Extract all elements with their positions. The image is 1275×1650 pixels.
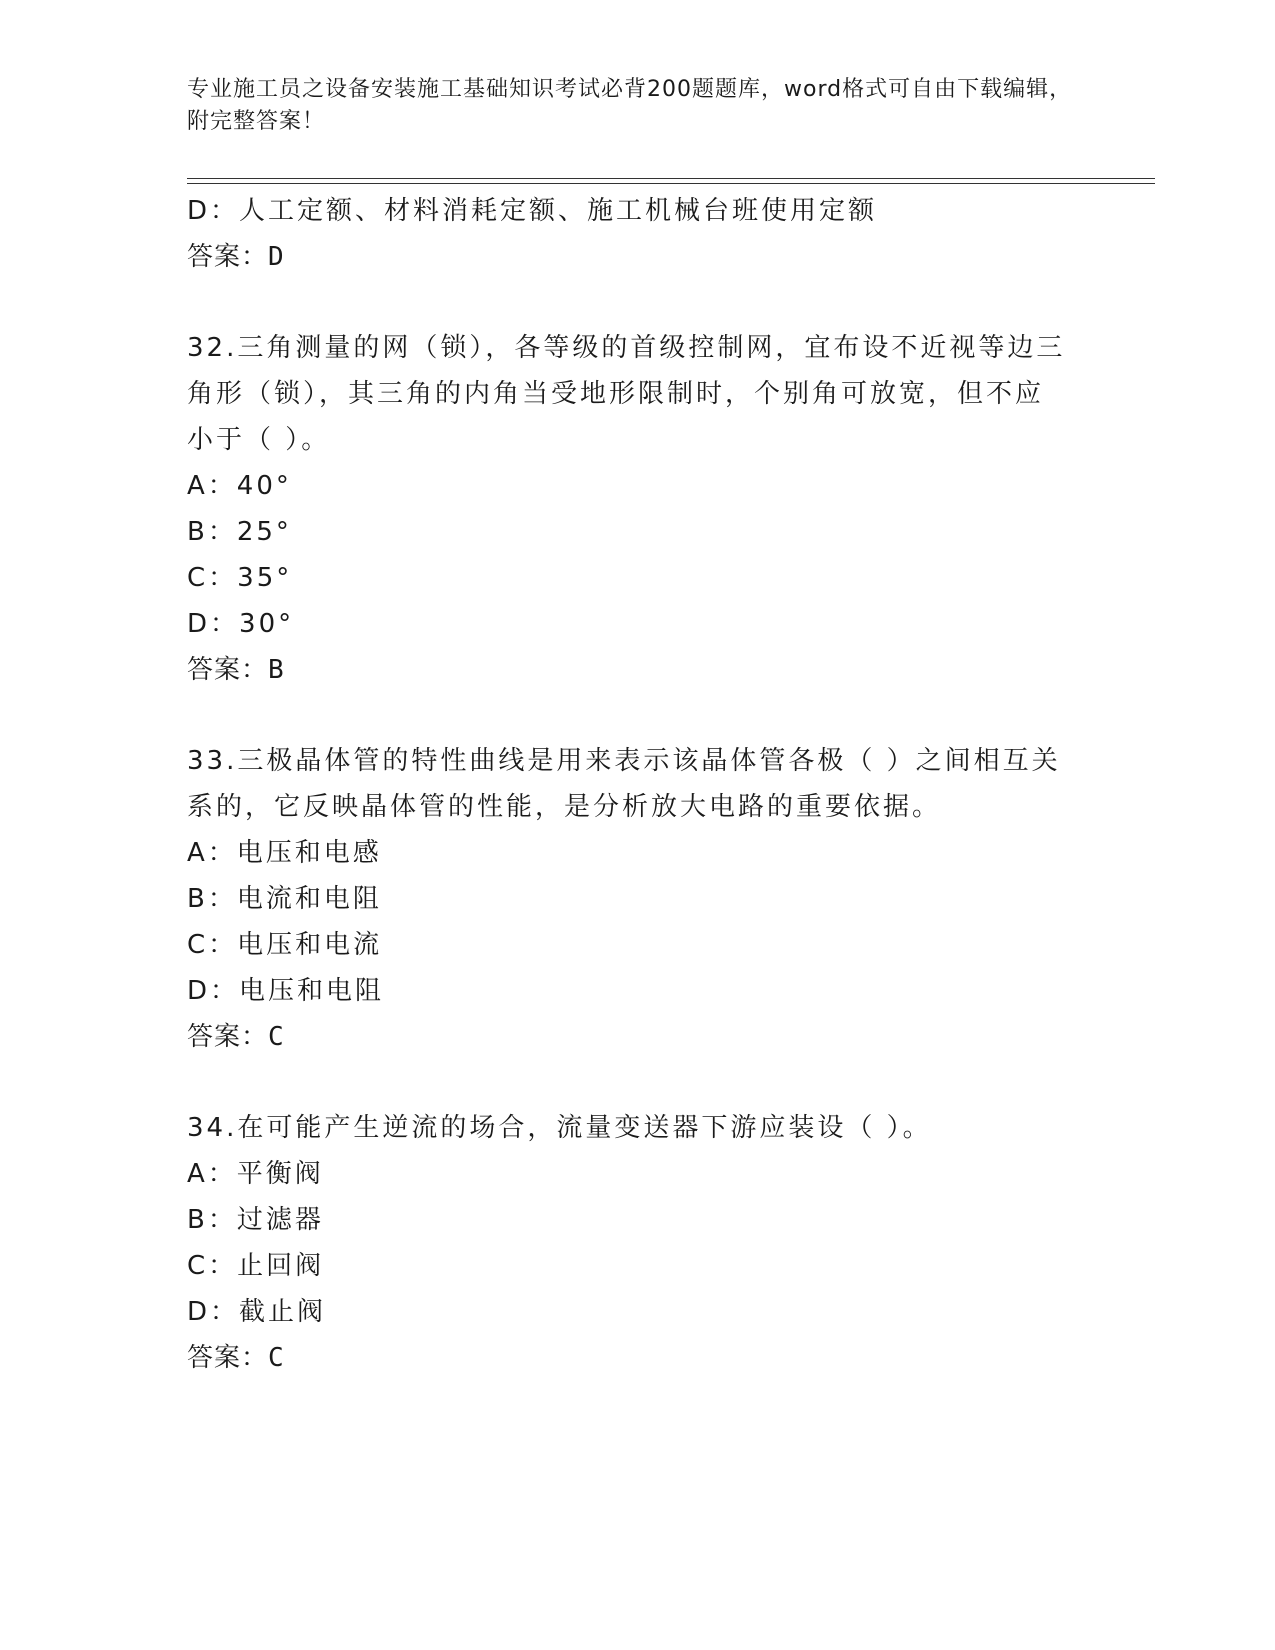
prev-option-d: D：人工定额、材料消耗定额、施工机械台班使用定额 [187, 196, 878, 226]
question-32 [187, 325, 1087, 693]
answer: 答案：C [187, 1022, 285, 1052]
option-b: B：电流和电阻 [187, 884, 382, 914]
answer: 答案：C [187, 1343, 285, 1373]
question-text-line: 34.在可能产生逆流的场合，流量变送器下游应装设（ ）。 [187, 1113, 932, 1143]
option-d: D：截止阀 [187, 1297, 327, 1327]
question-text-line: 系的，它反映晶体管的性能，是分析放大电路的重要依据。 [187, 792, 942, 822]
prev-answer: 答案：D [187, 242, 285, 272]
option-c: C：35° [187, 563, 293, 593]
answer: 答案：B [187, 655, 285, 685]
spacer [187, 280, 1087, 325]
header-divider [187, 178, 1155, 184]
question-text-line: 33.三极晶体管的特性曲线是用来表示该晶体管各极（ ）之间相互关 [187, 746, 1061, 776]
page-header [187, 74, 1087, 138]
option-a: A：平衡阀 [187, 1159, 324, 1189]
header-title: 专业施工员之设备安装施工基础知识考试必背200题题库，word格式可自由下载编辑，附完整答案！ [187, 77, 1073, 134]
option-d: D：30° [187, 609, 295, 639]
option-d: D：电压和电阻 [187, 976, 385, 1006]
option-b: B：过滤器 [187, 1205, 324, 1235]
question-text-line: 角形（锁），其三角的内角当受地形限制时，个别角可放宽，但不应 [187, 379, 1045, 409]
option-c: C：电压和电流 [187, 930, 383, 960]
spacer [187, 693, 1087, 738]
option-a: A：40° [187, 471, 292, 501]
spacer [187, 1060, 1087, 1105]
option-c: C：止回阀 [187, 1251, 325, 1281]
question-34 [187, 1105, 1087, 1381]
question-33 [187, 738, 1087, 1060]
question-text-line: 小于（ ）。 [187, 425, 331, 455]
document-body [187, 188, 1087, 1381]
question-text-line: 32.三角测量的网（锁），各等级的首级控制网，宜布设不近视等边三 [187, 333, 1066, 363]
option-b: B：25° [187, 517, 292, 547]
option-a: A：电压和电感 [187, 838, 382, 868]
